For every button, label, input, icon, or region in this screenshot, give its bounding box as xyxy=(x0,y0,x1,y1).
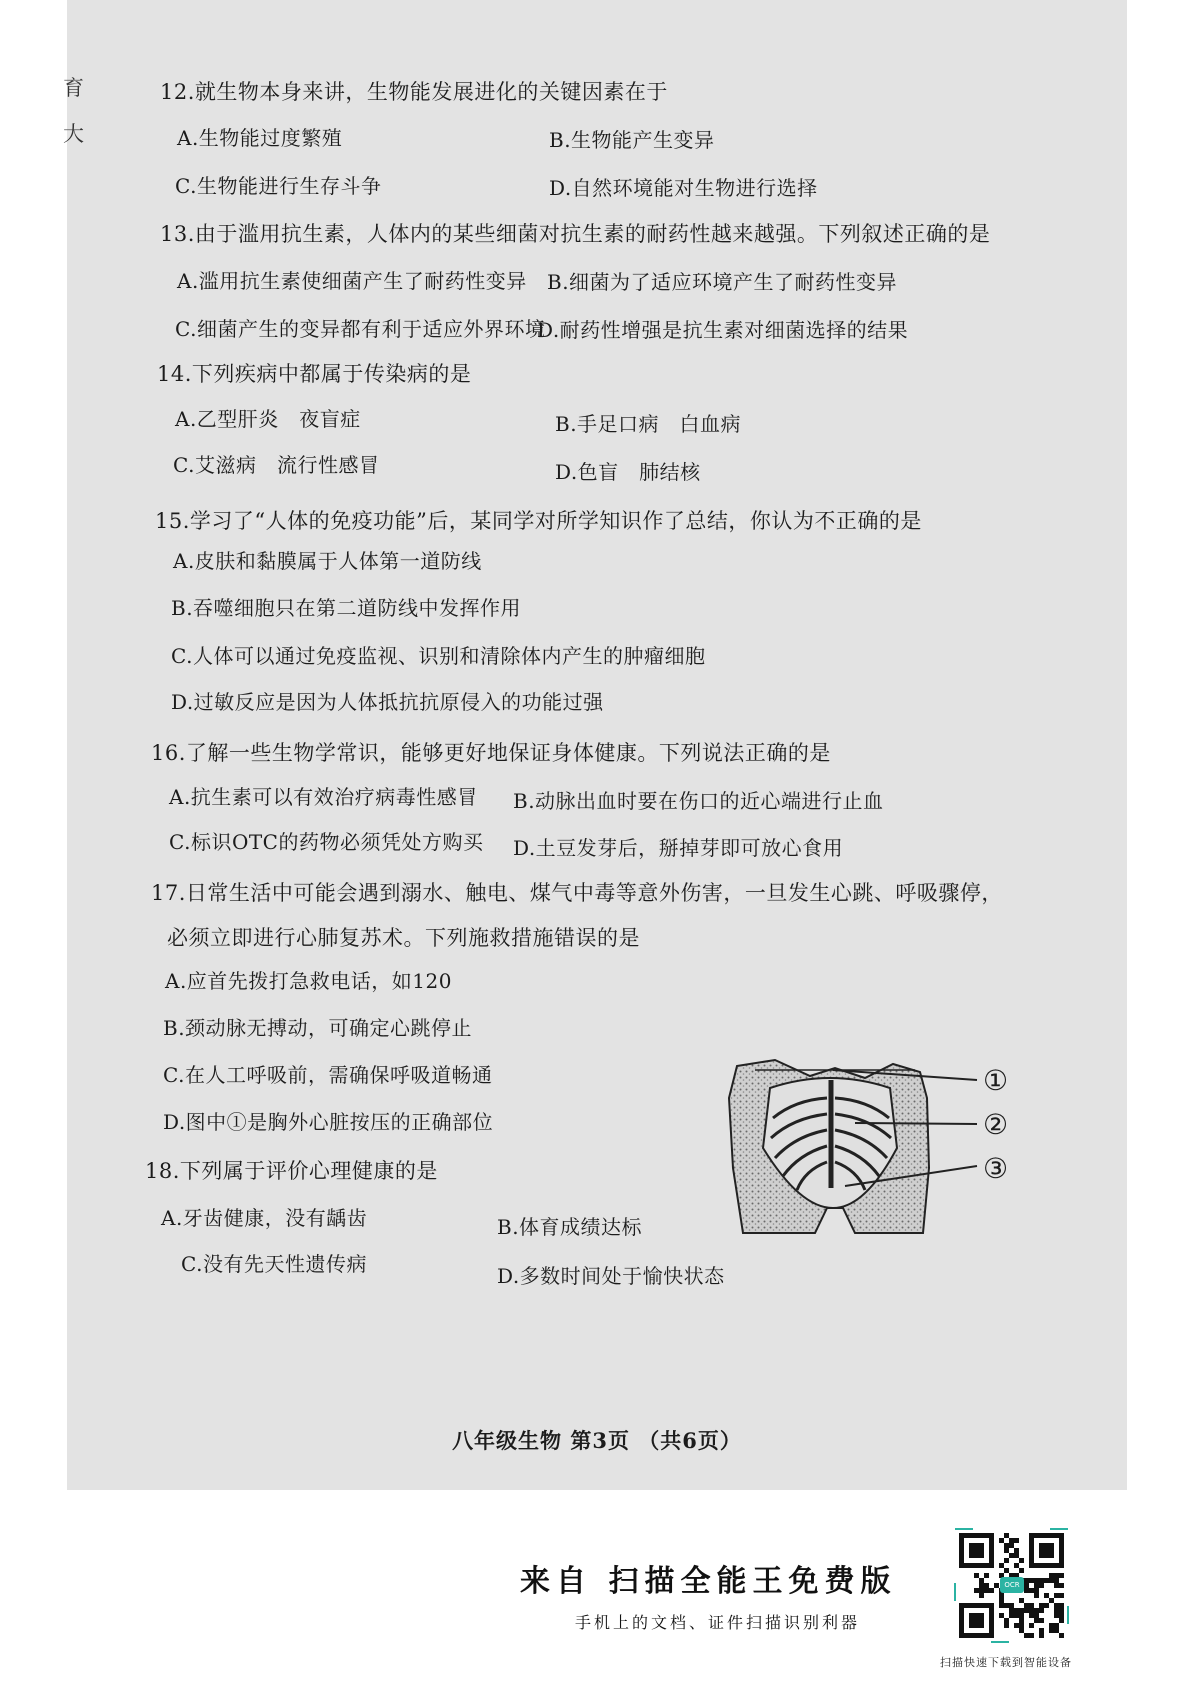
question-16-option-d: D.土豆发芽后，掰掉芽即可放心食用 xyxy=(513,836,844,860)
question-13-option-d: D.耐药性增强是抗生素对细菌选择的结果 xyxy=(537,318,909,342)
question-18-option-d: D.多数时间处于愉快状态 xyxy=(497,1264,725,1288)
leader-line-2 xyxy=(855,1123,977,1124)
question-17-option-d: D.图中①是胸外心脏按压的正确部位 xyxy=(163,1110,494,1134)
question-12-stem: 12.就生物本身来讲，生物能发展进化的关键因素在于 xyxy=(160,80,668,104)
page-footer: 八年级生物 第3页 （共6页） xyxy=(452,1428,742,1453)
question-16-stem: 16.了解一些生物学常识，能够更好地保证身体健康。下列说法正确的是 xyxy=(151,741,831,765)
edge-character: 大 xyxy=(63,122,84,146)
question-13-stem: 13.由于滥用抗生素，人体内的某些细菌对抗生素的耐药性越来越强。下列叙述正确的是 xyxy=(160,222,991,246)
question-18-option-c: C.没有先天性遗传病 xyxy=(181,1252,367,1276)
question-14-option-b: B.手足口病 白血病 xyxy=(555,412,742,436)
question-13-option-a: A.滥用抗生素使细菌产生了耐药性变异 xyxy=(177,269,527,293)
question-17-option-b: B.颈动脉无搏动，可确定心跳停止 xyxy=(163,1016,473,1040)
question-18-stem: 18.下列属于评价心理健康的是 xyxy=(145,1159,438,1183)
question-17-option-c: C.在人工呼吸前，需确保呼吸道畅通 xyxy=(163,1063,493,1087)
question-14-option-a: A.乙型肝炎 夜盲症 xyxy=(175,407,361,431)
question-16-option-a: A.抗生素可以有效治疗病毒性感冒 xyxy=(169,785,478,809)
question-12-option-b: B.生物能产生变异 xyxy=(549,128,715,152)
figure-label-1: ① xyxy=(983,1064,1009,1097)
scanner-tagline: 手机上的文档、证件扫描识别利器 xyxy=(575,1613,861,1632)
question-18-option-a: A.牙齿健康，没有龋齿 xyxy=(161,1206,368,1230)
question-15-option-a: A.皮肤和黏膜属于人体第一道防线 xyxy=(173,549,482,573)
question-15-option-d: D.过敏反应是因为人体抵抗抗原侵入的功能过强 xyxy=(171,690,604,714)
figure-label-2: ② xyxy=(983,1108,1009,1141)
scanner-brand-text: 来自 扫描全能王免费版 xyxy=(520,1564,897,1599)
question-13-option-c: C.细菌产生的变异都有利于适应外界环境 xyxy=(175,317,546,341)
question-17-stem-continued: 必须立即进行心肺复苏术。下列施救措施错误的是 xyxy=(167,926,640,950)
question-12-option-c: C.生物能进行生存斗争 xyxy=(175,174,382,198)
chest-compression-figure xyxy=(715,1058,1045,1243)
question-12-option-a: A.生物能过度繁殖 xyxy=(177,126,343,150)
question-16-option-b: B.动脉出血时要在伤口的近心端进行止血 xyxy=(513,789,884,813)
edge-character: 育 xyxy=(63,76,84,100)
question-14-option-c: C.艾滋病 流行性感冒 xyxy=(173,453,380,477)
qr-caption: 扫描快速下载到智能设备 xyxy=(940,1656,1072,1669)
question-15-option-c: C.人体可以通过免疫监视、识别和清除体内产生的肿瘤细胞 xyxy=(171,644,706,668)
question-15-stem: 15.学习了“人体的免疫功能”后，某同学对所学知识作了总结，你认为不正确的是 xyxy=(155,509,922,533)
qr-badge: OCR xyxy=(1000,1577,1024,1593)
question-14-stem: 14.下列疾病中都属于传染病的是 xyxy=(157,362,472,386)
figure-label-3: ③ xyxy=(983,1152,1009,1185)
question-14-option-d: D.色盲 肺结核 xyxy=(555,460,701,484)
scanned-page xyxy=(63,0,1127,1490)
question-16-option-c: C.标识OTC的药物必须凭处方购买 xyxy=(169,830,484,854)
question-18-option-b: B.体育成绩达标 xyxy=(497,1215,643,1239)
question-15-option-b: B.吞噬细胞只在第二道防线中发挥作用 xyxy=(171,596,522,620)
qr-code[interactable] xyxy=(954,1528,1069,1643)
question-13-option-b: B.细菌为了适应环境产生了耐药性变异 xyxy=(547,270,898,294)
question-12-option-d: D.自然环境能对生物进行选择 xyxy=(549,176,818,200)
question-17-stem: 17.日常生活中可能会遇到溺水、触电、煤气中毒等意外伤害，一旦发生心跳、呼吸骤停， xyxy=(151,881,1003,905)
question-17-option-a: A.应首先拨打急救电话，如120 xyxy=(165,969,452,993)
